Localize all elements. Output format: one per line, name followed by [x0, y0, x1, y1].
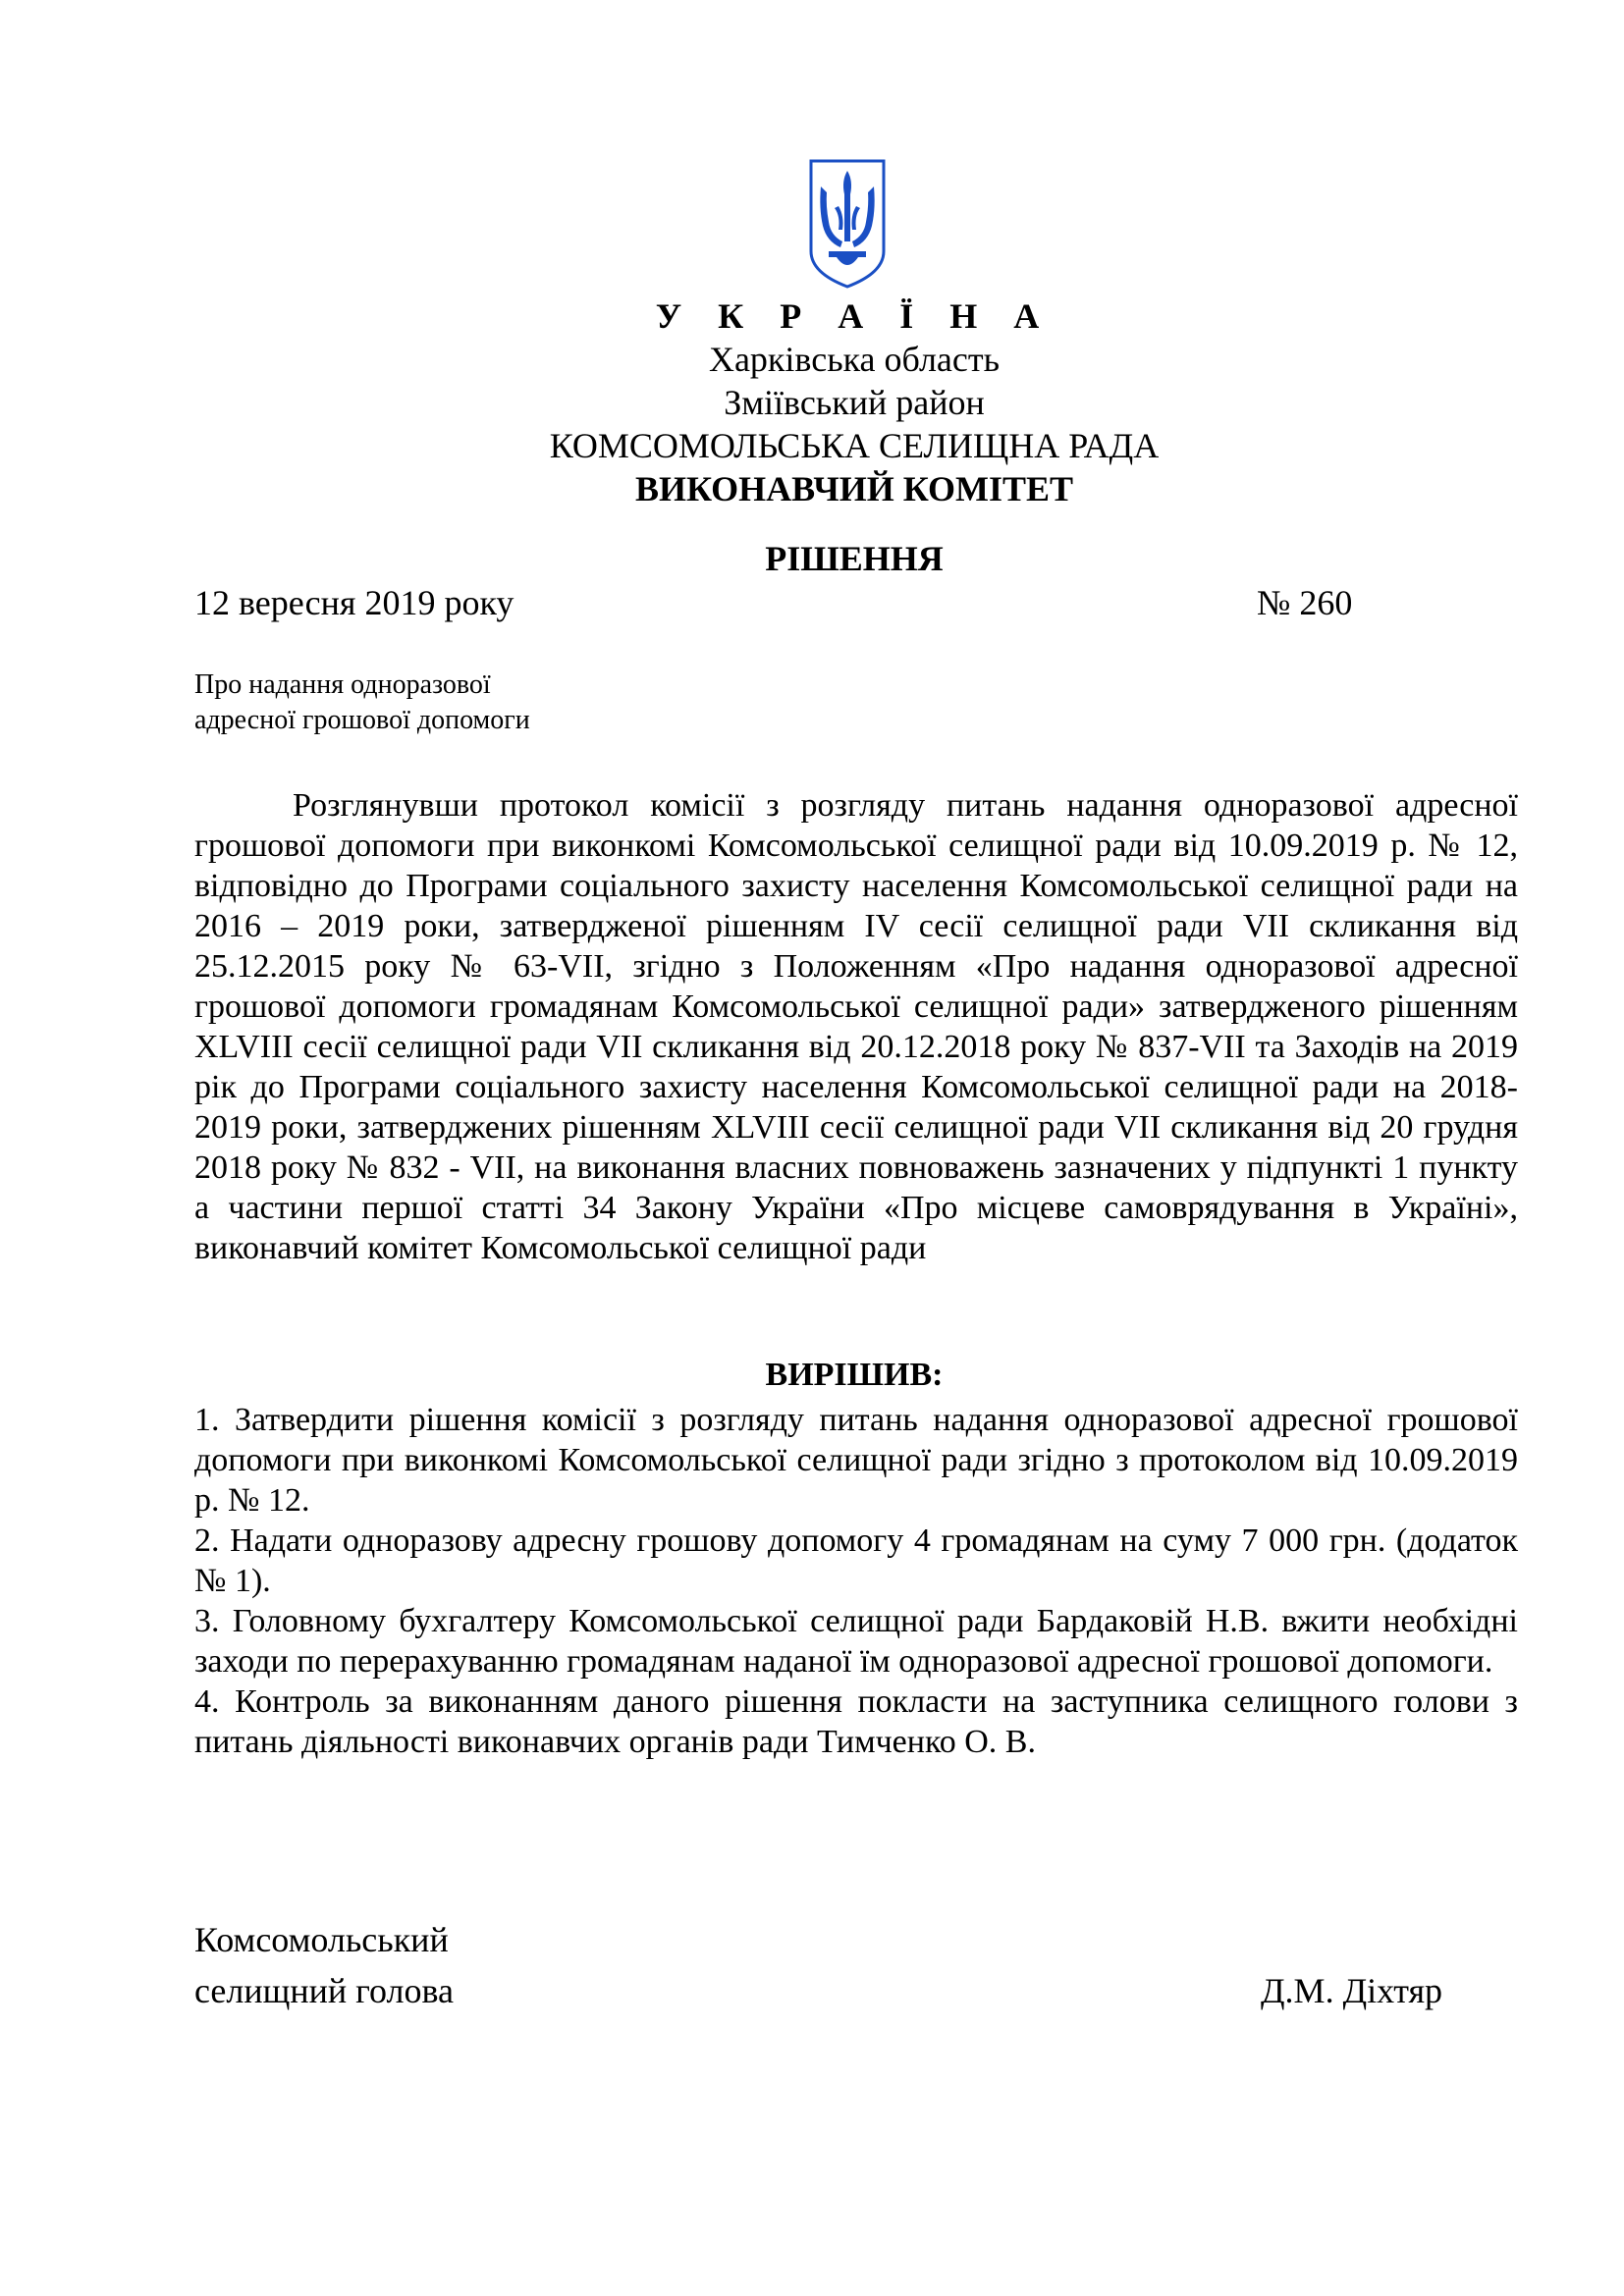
signatory-position-line-2: селищний голова — [194, 1971, 455, 2010]
subject-line-1: Про надання одноразової — [194, 669, 491, 700]
country-name: У К Р А Ї Н А — [655, 296, 1054, 336]
resolution-item-3: 3. Головному бухгалтеру Комсомольської селищної ради Бардаковій Н.В. вжити необхідні заходи по перерахуванню громадянам наданої їм одноразової адресної грошової допомоги. — [194, 1603, 1518, 1680]
decision-subject — [194, 667, 530, 738]
resolution-items — [194, 1400, 1518, 1762]
decision-number: № 260 — [1257, 583, 1353, 622]
resolved-heading: ВИРІШИВ: — [765, 1357, 944, 1393]
preamble-paragraph: Розглянувши протокол комісії з розгляду питань надання одноразової адресної грошової допомоги при виконкомі Комсомольської селищної ради від 10.09.2019 р. № 12, відповідно до Програми соціального захисту населення Комсомольської селищної ради на 2016 – 2019 роки, затвердженої рішенням IV сесії селищної ради VII скликання від 25.12.2015 року № 63-VII, згідно з Положенням «Про надання одноразової адресної грошової допомоги громадянам Комсомольської селищної ради» затвердженого рішенням XLVIII сесії селищної ради VII скликання від 20.12.2018 року № 837-VII та Заходів на 2019 рік до Програми соціального захисту населення Комсомольської селищної ради на 2018-2019 роки, затверджених рішенням XLVIII сесії селищної ради VII скликання від 20 грудня 2018 року № 832 - VII, на виконання власних повноважень зазначених у підпункті 1 пункту а частини першої статті 34 Закону України «Про місцеве самоврядування в Україні», виконавчий комітет Комсомольської селищної ради — [194, 787, 1518, 1266]
resolution-item-4: 4. Контроль за виконанням даного рішення покласти на заступника селищного голови з питань діяльності виконавчих органів ради Тимченко О. В. — [194, 1683, 1518, 1760]
ukraine-trident-icon — [807, 157, 888, 291]
signatory-position-line-1: Комсомольський — [194, 1920, 449, 1959]
raion-name: Зміївський район — [724, 383, 985, 422]
committee-name: ВИКОНАВЧИЙ КОМІТЕТ — [634, 469, 1074, 508]
resolution-item-1: 1. Затвердити рішення комісії з розгляду питань надання одноразової адресної грошової допомоги при виконкомі Комсомольської селищної ради згідно з протоколом від 10.09.2019 р. № 12. — [194, 1402, 1518, 1519]
decision-title: РІШЕННЯ — [765, 539, 944, 578]
council-name: КОМСОМОЛЬСЬКА СЕЛИЩНА РАДА — [549, 426, 1160, 465]
resolution-item-2: 2. Надати одноразову адресну грошову допомогу 4 громадянам на суму 7 000 грн. (додаток № 1). — [194, 1522, 1518, 1599]
oblast-name: Харківська область — [708, 340, 1001, 379]
signatory-position — [194, 1914, 454, 2016]
decision-date: 12 вересня 2019 року — [194, 583, 514, 622]
subject-line-2: адресної грошової допомоги — [194, 705, 530, 735]
signatory-name: Д.М. Діхтяр — [1261, 1971, 1443, 2010]
